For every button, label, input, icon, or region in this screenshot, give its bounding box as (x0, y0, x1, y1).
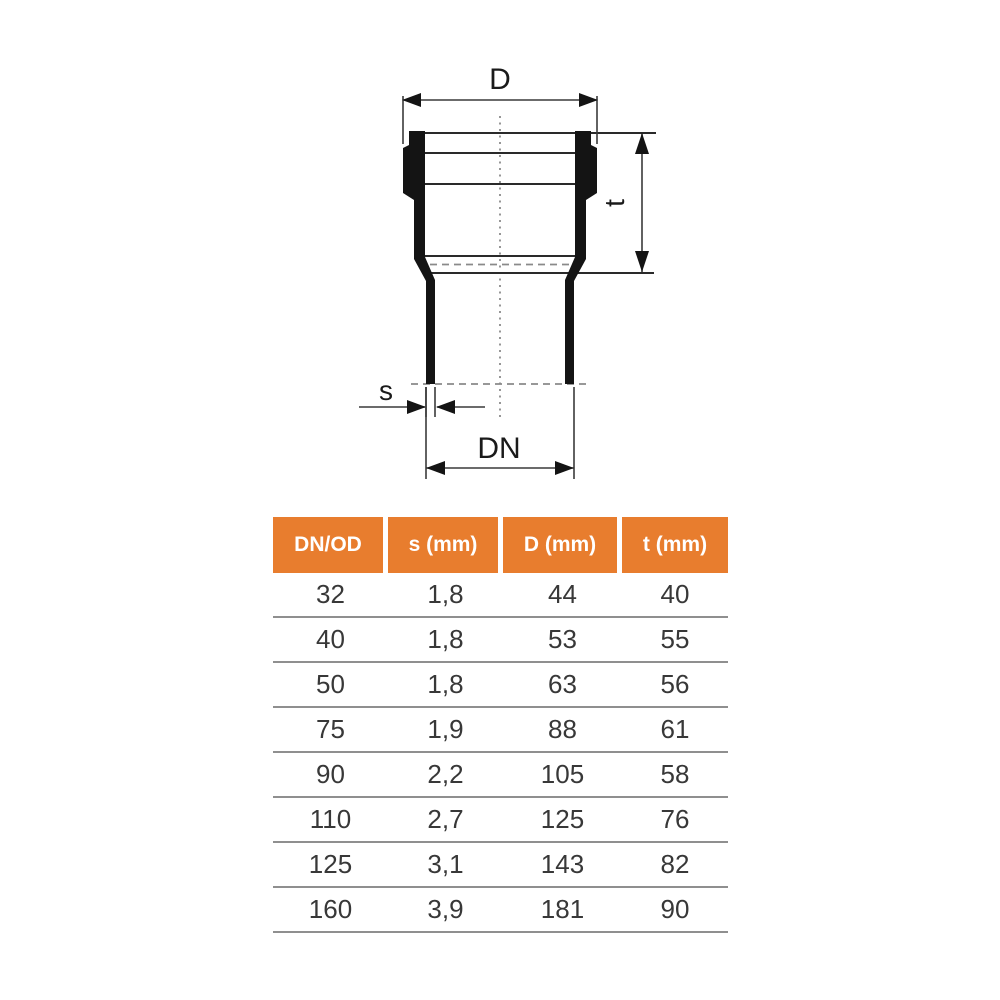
table-header-dn-od: DN/OD (273, 517, 388, 573)
table-header-t-mm: t (mm) (622, 517, 728, 573)
table-cell: 105 (540, 759, 585, 789)
dimension-label-t: t (599, 199, 630, 207)
table-cell: 3,1 (427, 849, 464, 879)
table-cell: 55 (660, 624, 690, 654)
table-cell: 1,8 (427, 579, 464, 609)
table-cell: 3,9 (427, 894, 464, 924)
dimension-d (402, 63, 598, 144)
table-cell: 50 (316, 669, 345, 699)
table-cell: 32 (316, 579, 345, 609)
table-cell: 53 (548, 624, 577, 654)
table-cell: 160 (308, 894, 353, 924)
dimension-label-s: s (379, 375, 393, 406)
table-cell: 40 (316, 624, 345, 654)
table-header-d-mm: D (mm) (503, 517, 622, 573)
dimension-dn (426, 387, 574, 479)
spec-table (273, 517, 728, 933)
table-row (273, 663, 728, 708)
table-cell: 110 (309, 804, 352, 834)
table-cell: 63 (548, 669, 577, 699)
table-cell: 90 (316, 759, 345, 789)
arrowhead-up-icon (635, 133, 649, 154)
table-cell: 90 (660, 894, 690, 924)
table-cell: 1,8 (427, 624, 464, 654)
table-cell: 1,8 (427, 669, 464, 699)
table-row (273, 573, 728, 618)
table-row (273, 843, 728, 888)
table-cell: 58 (660, 759, 690, 789)
table-cell: 125 (308, 849, 353, 879)
table-cell: 56 (660, 669, 690, 699)
dimension-s (359, 375, 485, 417)
table-header-row (273, 517, 728, 573)
table-cell: 2,7 (427, 804, 464, 834)
table-cell: 1,9 (427, 714, 464, 744)
table-cell: 181 (540, 894, 585, 924)
table-row (273, 753, 728, 798)
table-cell: 2,2 (427, 759, 464, 789)
dimension-t (599, 133, 649, 272)
arrowhead-right-icon (407, 400, 426, 414)
dimension-label-dn: DN (477, 432, 521, 465)
arrowhead-left-icon (402, 93, 421, 107)
table-cell: 40 (660, 579, 690, 609)
arrowhead-right-icon (555, 461, 574, 475)
table-row (273, 618, 728, 663)
arrowhead-down-icon (635, 251, 649, 272)
table-row (273, 708, 728, 753)
table-cell: 44 (548, 579, 577, 609)
table-cell: 82 (660, 849, 690, 879)
table-cell: 75 (316, 714, 345, 744)
table-cell: 143 (540, 849, 585, 879)
arrowhead-left-icon (426, 461, 445, 475)
table-cell: 88 (548, 714, 577, 744)
arrowhead-left-icon (436, 400, 455, 414)
table-cell: 76 (660, 804, 690, 834)
table-cell: 125 (540, 804, 585, 834)
dimension-label-d: D (489, 63, 511, 96)
table-row (273, 798, 728, 843)
arrowhead-right-icon (579, 93, 598, 107)
table-row (273, 888, 728, 933)
table-header-s-mm: s (mm) (388, 517, 503, 573)
table-cell: 61 (660, 714, 690, 744)
